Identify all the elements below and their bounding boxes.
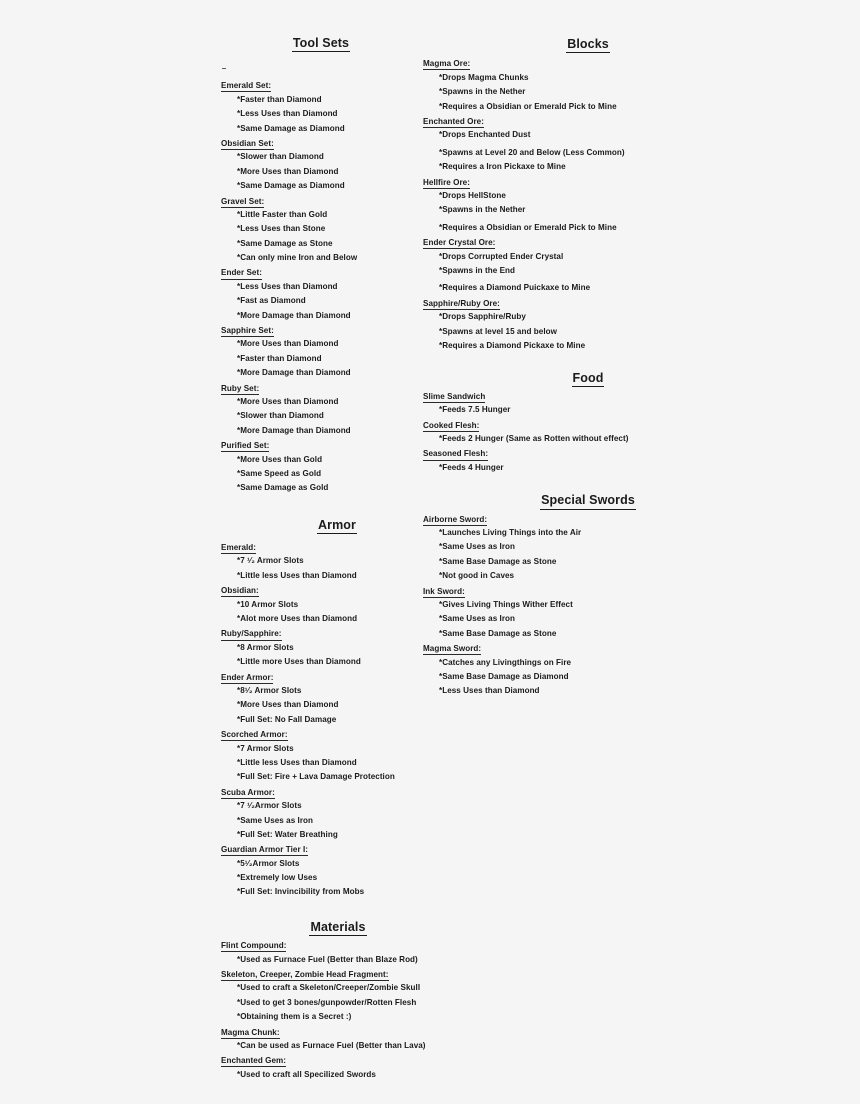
entry-label: Magma Ore:	[423, 60, 470, 70]
bullet-item: *Requires a Obsidian or Emerald Pick to Mine	[439, 101, 617, 111]
section-body-food	[423, 389, 673, 475]
bullet-item: *Used as Furnace Fuel (Better than Blaze Rod)	[237, 954, 418, 964]
bullet-item: *7 ¹⁄₂Armor Slots	[237, 801, 302, 811]
bullet-item: *Requires a Iron Pickaxe to Mine	[439, 162, 566, 172]
section-body-blocks	[423, 56, 673, 353]
entry-enchanted-gem	[221, 1053, 421, 1067]
bullet-item: *Same Damage as Gold	[237, 483, 329, 493]
bullet-item: *More Damage than Diamond	[237, 310, 351, 320]
bullet-item: *7 Armor Slots	[237, 743, 294, 753]
bullet-item: *Little more Uses than Diamond	[237, 657, 361, 667]
bullet-item: *Launches Living Things into the Air	[439, 528, 582, 537]
entry-airborne-sword	[423, 512, 673, 526]
left-column	[221, 0, 426, 1082]
entry-slime-sandwich	[423, 389, 673, 403]
bullet-item: *More Damage than Diamond	[237, 368, 351, 378]
bullet-item: *Same Base Damage as Stone	[439, 556, 557, 566]
entry-head-fragment	[221, 967, 421, 981]
section-body-special-swords	[423, 512, 673, 699]
bullet-item: *Same Speed as Gold	[237, 468, 322, 478]
entry-label: Obsidian Set:	[221, 140, 274, 150]
section-body-tool-sets	[221, 78, 421, 495]
entry-ruby-set	[221, 381, 421, 395]
bullet-item: *Full Set: Water Breathing	[237, 829, 338, 839]
bullet-item: *Same Damage as Diamond	[237, 123, 345, 133]
bullet-item: *Full Set: Invincibility from Mobs	[237, 887, 365, 897]
entry-sapphire-set	[221, 323, 421, 337]
bullet-item: *Less Uses than Stone	[237, 224, 326, 234]
bullet-item: *More Damage than Diamond	[237, 425, 351, 435]
entry-label: Scuba Armor:	[221, 789, 275, 799]
bullet-item: *Feeds 2 Hunger (Same as Rotten without effect)	[439, 434, 629, 444]
entry-hellfire-ore	[423, 175, 673, 189]
bullet-item: *Faster than Diamond	[237, 94, 322, 104]
bullet-item: *Used to craft a Skeleton/Creeper/Zombie Skull	[237, 983, 421, 993]
bullet-item: *Spawns at Level 20 and Below (Less Common)	[439, 147, 625, 157]
entry-ender-set	[221, 265, 421, 279]
bullet-item: *Same Uses as Iron	[439, 542, 516, 552]
bullet-item: *More Uses than Gold	[237, 454, 323, 464]
section-heading-tool-sets: Tool Sets	[221, 36, 421, 52]
entry-label: Sapphire Set:	[221, 327, 274, 337]
entry-label: Scorched Armor:	[221, 731, 288, 741]
entry-label: Enchanted Gem:	[221, 1057, 286, 1067]
bullet-item: *Little Faster than Gold	[237, 209, 328, 219]
entry-label: Airborne Sword:	[423, 516, 487, 526]
entry-label: Magma Chunk:	[221, 1029, 280, 1039]
bullet-item: *Drops Enchanted Dust	[439, 130, 531, 140]
entry-seasoned-flesh	[423, 446, 673, 460]
entry-label: Ender Set:	[221, 269, 262, 279]
bullet-item: *Requires a Diamond Puickaxe to Mine	[439, 283, 591, 293]
bullet-item: *Drops Sapphire/Ruby	[439, 312, 526, 322]
bullet-item: *Faster than Diamond	[237, 353, 322, 363]
bullet-item: *More Uses than Diamond	[237, 339, 339, 349]
bullet-item: *Requires a Diamond Pickaxe to Mine	[439, 341, 586, 351]
entry-label: Emerald Set:	[221, 82, 271, 92]
entry-purified-set	[221, 438, 421, 452]
bullet-item: *Less Uses than Diamond	[237, 109, 338, 119]
entry-cooked-flesh	[423, 418, 673, 432]
bullet-item: *Same Damage as Stone	[237, 238, 333, 248]
bullet-item: *Fast as Diamond	[237, 296, 306, 306]
bullet-item: *Can only mine Iron and Below	[237, 253, 358, 263]
entry-label: Sapphire/Ruby Ore:	[423, 300, 500, 310]
bullet-item: *Obtaining them is a Secret :)	[237, 1012, 352, 1022]
entry-label: Ender Crystal Ore:	[423, 239, 495, 249]
entry-flint-compound	[221, 938, 421, 952]
entry-label: Ink Sword:	[423, 588, 465, 598]
section-heading-materials: Materials	[255, 920, 421, 936]
entry-label: Cooked Flesh:	[423, 422, 479, 432]
bullet-item: *Can be used as Furnace Fuel (Better than Lava)	[237, 1040, 426, 1050]
bullet-item: *Not good in Caves	[439, 571, 515, 581]
bullet-item: *8 Armor Slots	[237, 642, 294, 652]
bullet-item: *Drops Corrupted Ender Crystal	[439, 251, 564, 261]
entry-guardian-armor-tier-1	[221, 842, 421, 856]
entry-magma-ore	[423, 56, 673, 70]
entry-magma-chunk	[221, 1025, 421, 1039]
bullet-item: *Gives Living Things Wither Effect	[439, 599, 573, 609]
bullet-item: *Same Uses as Iron	[439, 614, 516, 624]
entry-scuba-armor	[221, 785, 421, 799]
bullet-item: *5¹⁄₂Armor Slots	[237, 858, 300, 868]
entry-label: Emerald:	[221, 544, 256, 554]
bullet-item: *More Uses than Diamond	[237, 396, 339, 406]
bullet-item: *More Uses than Diamond	[237, 166, 339, 176]
entry-label: Purified Set:	[221, 442, 269, 452]
entry-label: Seasoned Flesh:	[423, 450, 488, 460]
bullet-item: *7 ¹⁄₂ Armor Slots	[237, 556, 304, 566]
entry-obsidian-set	[221, 136, 421, 150]
entry-label: Gravel Set:	[221, 198, 264, 208]
bullet-item: *More Uses than Diamond	[237, 700, 339, 710]
entry-label: Ruby Set:	[221, 385, 259, 395]
bullet-item: *Same Damage as Diamond	[237, 181, 345, 191]
entry-label: Slime Sandwich	[423, 393, 485, 403]
bullet-item: *Full Set: No Fall Damage	[237, 714, 337, 724]
entry-label: Ender Armor:	[221, 674, 273, 684]
section-heading-armor: Armor	[253, 518, 421, 534]
entry-ender-armor	[221, 670, 421, 684]
entry-label: Skeleton, Creeper, Zombie Head Fragment:	[221, 971, 389, 981]
bullet-item: *Spawns in the End	[439, 266, 516, 276]
entry-label: Flint Compound:	[221, 942, 286, 952]
entry-label: Hellfire Ore:	[423, 179, 470, 189]
bullet-item: *Little less Uses than Diamond	[237, 570, 357, 580]
bullet-item: *Slower than Diamond	[237, 411, 324, 421]
bullet-item: *Same Uses as Iron	[237, 815, 314, 825]
entry-label: Guardian Armor Tier I:	[221, 846, 308, 856]
bullet-item: *Used to get 3 bones/gunpowder/Rotten Flesh	[237, 997, 417, 1007]
entry-label: Magma Sword:	[423, 645, 481, 655]
entry-ender-crystal-ore	[423, 235, 673, 249]
entry-sapphire-ruby-ore	[423, 296, 673, 310]
entry-emerald-armor	[221, 540, 421, 554]
bullet-item: *Same Base Damage as Stone	[439, 628, 557, 638]
bullet-item: *Slower than Diamond	[237, 152, 324, 162]
bullet-item: *Used to craft all Specilized Swords	[237, 1069, 376, 1079]
bullet-item: *Feeds 4 Hunger	[439, 462, 504, 472]
entry-magma-sword	[423, 641, 673, 655]
bullet-item: *Less Uses than Diamond	[237, 281, 338, 291]
entry-label: Enchanted Ore:	[423, 118, 484, 128]
section-body-materials	[221, 938, 426, 1082]
bullet-item: *Spawns in the Nether	[439, 205, 526, 215]
bullet-item: *Spawns in the Nether	[439, 87, 526, 97]
bullet-item: *Drops HellStone	[439, 191, 506, 200]
entry-scorched-armor	[221, 727, 421, 741]
section-heading-food: Food	[503, 371, 673, 387]
right-column	[423, 0, 673, 699]
bullet-item: *Little less Uses than Diamond	[237, 757, 357, 767]
bullet-item: *10 Armor Slots	[237, 599, 299, 609]
section-heading-blocks: Blocks	[503, 37, 673, 53]
entry-label: Ruby/Sapphire:	[221, 630, 282, 640]
bullet-item: *8¹⁄₂ Armor Slots	[237, 685, 302, 695]
entry-ink-sword	[423, 584, 673, 598]
bullet-item: *Drops Magma Chunks	[439, 72, 529, 82]
entry-label: Obsidian:	[221, 587, 259, 597]
bullet-item: *Less Uses than Diamond	[439, 686, 540, 696]
section-heading-special-swords: Special Swords	[503, 493, 673, 509]
entry-ruby-sapphire-armor	[221, 626, 421, 640]
section-body-armor	[221, 540, 421, 900]
entry-gravel-set	[221, 194, 421, 208]
entry-obsidian-armor	[221, 583, 421, 597]
bullet-item: *Catches any Livingthings on Fire	[439, 657, 572, 667]
bullet-item: *Full Set: Fire + Lava Damage Protection	[237, 772, 395, 782]
bullet-item: *Same Base Damage as Diamond	[439, 671, 569, 681]
entry-enchanted-ore	[423, 114, 673, 128]
bullet-item: *Alot more Uses than Diamond	[237, 614, 358, 624]
bullet-item: *Extremely low Uses	[237, 873, 318, 883]
bullet-item: *Spawns at level 15 and below	[439, 326, 557, 336]
bullet-item: *Requires a Obsidian or Emerald Pick to Mine	[439, 222, 617, 232]
bullet-item: *Feeds 7.5 Hunger	[439, 405, 511, 415]
entry-emerald-set	[221, 78, 421, 92]
